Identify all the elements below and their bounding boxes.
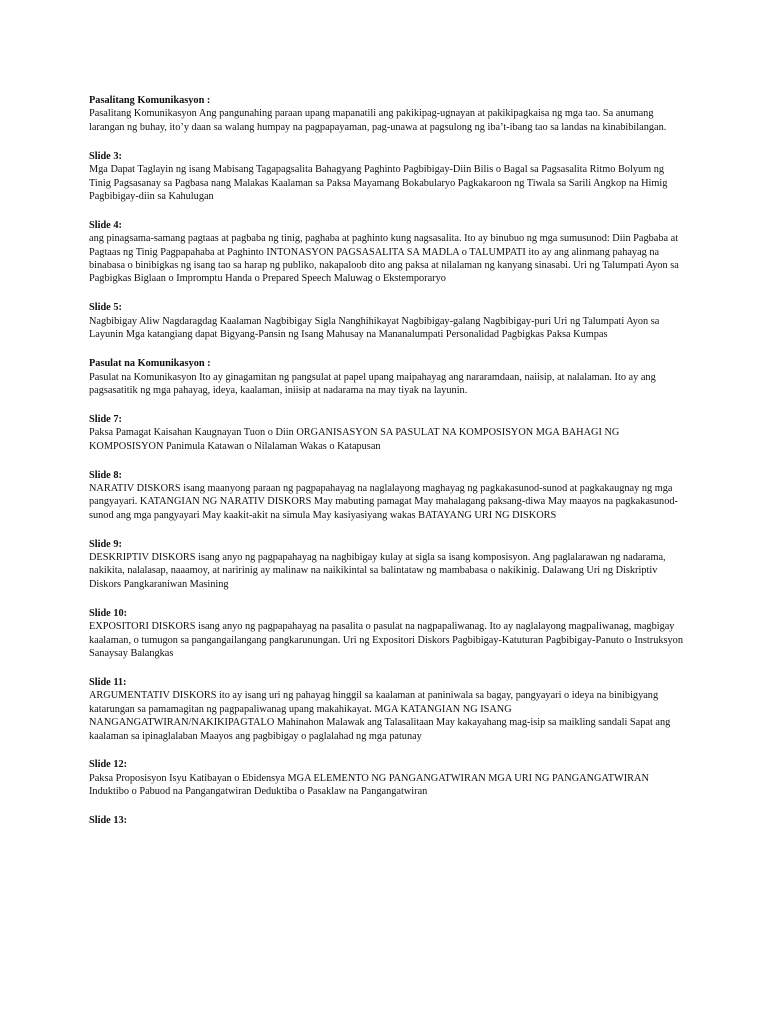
section-slide-8 <box>89 469 685 523</box>
section-text: Pasalitang Komunikasyon Ang pangunahing paraan upang mapanatili ang pakikipag-ugnayan at pakikipagkaisa ng mga tao. Sa anumang larangan ng buhay, ito’y daan sa walang humpay na pagpapayaman, pag-unawa at pagsulong ng iba’t-ibang tao sa landas na kinabibilangan. <box>89 108 667 133</box>
section-slide-11 <box>89 676 685 743</box>
section-slide-9 <box>89 538 685 592</box>
section-text: ARGUMENTATIV DISKORS ito ay isang uri ng pahayag hinggil sa kaalaman at paniniwala sa bagay, pangyayari o ideya na binibigyang katarungan sa pamamagitan ng pagpapaliwanag upang makahikayat. MGA KATANGIAN NG ISANG NANGANGATWIRAN/NAKIKIPAGTALO Mahinahon Malawak ang Talasalitaan May kakayahang mag-isip sa maikling sandali Sapat ang kaalaman sa ipinaglalaban Maayos ang pagbibigay o paglalahad ng mga patunay <box>89 690 671 742</box>
section-text: DESKRIPTIV DISKORS isang anyo ng pagpapahayag na nagbibigay kulay at sigla sa isang komposisyon. Ang paglalarawan ng nadarama, nakikita, nalalasap, naaamoy, at naririnig ay malinaw na naikikintal sa balintataw ng mambabasa o nakikinig. Dalawang Uri ng Diskriptiv Diskors Pangkaraniwan Masining <box>89 552 666 590</box>
section-heading: Pasalitang Komunikasyon : <box>89 95 211 106</box>
section-heading: Pasulat na Komunikasyon : <box>89 358 211 370</box>
section-heading: Slide 8: <box>89 469 122 481</box>
section-heading: Slide 3: <box>89 150 122 162</box>
section-heading: Slide 4: <box>89 219 122 231</box>
section-heading: Slide 13: <box>89 815 128 827</box>
section-text: Mga Dapat Taglayin ng isang Mabisang Tagapagsalita Bahagyang Paghinto Pagbibigay-Diin Bilis o Bagal sa Pagsasalita Ritmo Bolyum ng Tinig Pagsasanay sa Pagbasa nang Malakas Kaalaman sa Paksa Mayamang Bokabularyo Pagkakaroon ng Tiwala sa Sarili Angkop na Himig Pagbibigay-diin sa Kahulugan <box>89 164 668 202</box>
section-heading: Slide 10: <box>89 607 128 619</box>
section-heading: Slide 9: <box>89 538 122 550</box>
section-slide-3 <box>89 150 685 204</box>
section-slide-7 <box>89 413 685 453</box>
section-pasalitang-komunikasyon <box>89 94 685 134</box>
section-text: Pasulat na Komunikasyon Ito ay ginagamitan ng pangsulat at papel upang maipahayag ang nararamdaan, naiisip, at nalalaman. Ito ay ang pagsasatitik ng mga pahayag, ideya, kaalaman, iniisip at nadarama na may tiyak na layunin. <box>89 371 656 396</box>
section-slide-4 <box>89 219 685 286</box>
section-slide-5 <box>89 301 685 341</box>
section-slide-13 <box>89 814 685 827</box>
section-text: Paksa Proposisyon Isyu Katibayan o Ebidensya MGA ELEMENTO NG PANGANGATWIRAN MGA URI NG PANGANGATWIRAN Induktibo o Pabuod na Pangangatwiran Deduktiba o Pasaklaw na Pangangatwiran <box>89 772 649 798</box>
section-heading: Slide 5: <box>89 302 122 314</box>
section-text: ang pinagsama-samang pagtaas at pagbaba ng tinig, paghaba at paghinto kung nagsasalita. Ito ay binubuo ng mga sumusunod: Diin Pagbaba at Pagtaas ng Tinig Pagpapahaba at Paghinto INTONASYON PAGSASALITA SA MADLA o TALUMPATI ito ay ang alinmang pahayag na binabasa o binibigkas ng isang tao sa harap ng publiko, nakapaloob dito ang paksa at nilalaman ng kanyang sinasabi. Uri ng Talumpati Ayon sa Pagbigkas Biglaan o Impromptu Handa o Prepared Speech Maluwag o Ekstemporaryo <box>89 233 679 285</box>
document-content <box>89 94 685 843</box>
section-text: NARATIV DISKORS isang maanyong paraan ng pagpapahayag na naglalayong maghayag ng pagkakasunod-sunod at pagkakaugnay ng mga pangyayari. KATANGIAN NG NARATIV DISKORS May mabuting pamagat May mahalagang paksang-diwa May maayos na pagkakasunod-sunod ang mga pangyayari May kaakit-akit na simula May kasiyasiyang wakas BATAYANG URI NG DISKORS <box>89 482 678 521</box>
section-text: Nagbibigay Aliw Nagdaragdag Kaalaman Nagbibigay Sigla Nanghihikayat Nagbibigay-galang Nagbibigay-puri Uri ng Talumpati Ayon sa Layunin Mga katangiang dapat Bigyang-Pansin ng Isang Mahusay na Mananalumpati Personalidad Pagbigkas Paksa Kumpas <box>89 315 660 341</box>
section-text: Paksa Pamagat Kaisahan Kaugnayan Tuon o Diin ORGANISASYON SA PASULAT NA KOMPOSISYON MGA BAHAGI NG KOMPOSISYON Panimula Katawan o Nilalaman Wakas o Katapusan <box>89 427 620 452</box>
section-slide-12 <box>89 758 685 798</box>
section-heading: Slide 12: <box>89 759 128 771</box>
section-heading: Slide 7: <box>89 413 122 425</box>
section-slide-10 <box>89 607 685 661</box>
section-text: EXPOSITORI DISKORS isang anyo ng pagpapahayag na pasalita o pasulat na nagpapaliwanag. Ito ay naglalayong magpaliwanag, magbigay kaalaman, o tumugon sa pangangailangang pangkarunungan. Uri ng Expositori Diskors Pagbibigay-Katuturan Pagbibigay-Panuto o Instruksyon Sanaysay Balangkas <box>89 621 683 659</box>
section-heading: Slide 11: <box>89 676 127 688</box>
section-pasulat-na-komunikasyon <box>89 357 685 397</box>
